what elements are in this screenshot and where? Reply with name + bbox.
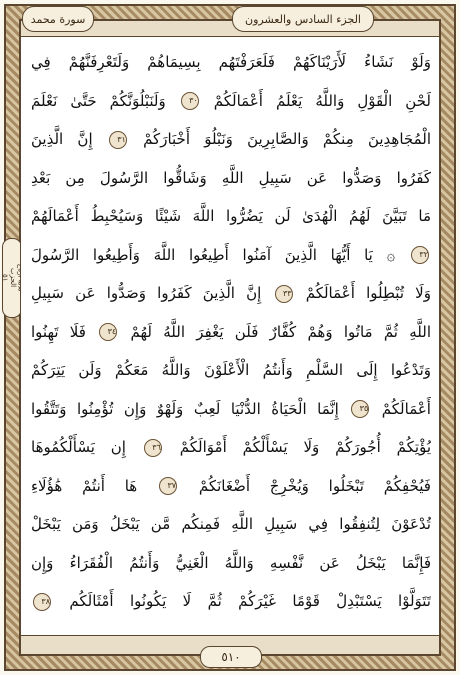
verse-text: وَلَا تُبْطِلُوا أَعْمَالَكُمْ [305,284,431,302]
verse-text: هَا أَنتُمْ هَٰؤُلَاءِ [31,476,138,495]
verse-text: أَعْمَالَكُمْ [381,399,431,418]
verse-number-marker: ٣٢ [411,246,429,264]
verse-text: تَتَوَلَّوْا يَسْتَبْدِلْ قَوْمًا غَيْرَكُمْ ثُمَّ لَا يَكُونُوا أَمْثَالَكُم [69,592,431,610]
verse-number-marker: ٣١ [109,131,127,149]
text-line [31,313,431,351]
verse-number-marker: ٣٦ [144,439,162,457]
hizb-marker [2,238,22,318]
surah-title-text: سورة محمد [30,12,86,26]
verse-text: يُؤْتِكُمْ أُجُورَكُمْ وَلَا يَسْأَلْكُمْ أَمْوَالَكُمْ [179,438,431,456]
text-line [31,197,431,235]
verse-number-marker: ٣٥ [351,400,369,418]
verse-text: كَفَرُوا وَصَدُّوا عَن سَبِيلِ اللَّهِ وَشَاقُّوا الرَّسُولَ مِن بَعْدِ [31,168,431,187]
verse-text: مَا تَبَيَّنَ لَهُمُ الْهُدَىٰ لَن يَضُرُّوا اللَّهَ شَيْئًا وَسَيُحْبِطُ أَعْمَالَهُمْ [31,207,431,225]
text-line [31,159,431,197]
text-line [31,351,431,389]
text-line [31,467,431,505]
verse-number-marker: ٣٤ [99,323,117,341]
verse-text: إِنَّمَا الْحَيَاةُ الدُّنْيَا لَعِبٌ وَلَهْوٌ وَإِن تُؤْمِنُوا وَتَتَّقُوا [31,399,339,418]
verse-number-marker: ٣٨ [33,593,51,611]
verse-number-marker: ٣٠ [181,92,199,110]
text-line [31,274,431,312]
text-line [31,43,431,81]
verse-number-marker: ٣٧ [159,477,177,495]
verse-text: وَلَوْ نَشَاءُ لَأَرَيْنَاكَهُمْ فَلَعَرَفْتَهُم بِسِيمَاهُمْ وَلَتَعْرِفَنَّهُمْ فِي [31,53,431,71]
text-line [31,390,431,428]
text-line [31,82,431,120]
hizb-marker-line3: ٥١ [1,274,10,282]
verse-text: إِنَّ الَّذِينَ كَفَرُوا وَصَدُّوا عَن سَبِيلِ [31,284,262,302]
verse-text: لَحْنِ الْقَوْلِ وَاللَّهُ يَعْلَمُ أَعْمَالَكُمْ [213,91,431,110]
surah-title [22,6,94,32]
verse-text: فَإِنَّمَا يَبْخَلُ عَن نَّفْسِهِ وَاللَّهُ الْغَنِيُّ وَأَنتُمُ الْفُقَرَاءُ وَإِن [31,553,431,572]
verse-text: الْمُجَاهِدِينَ مِنكُمْ وَالصَّابِرِينَ وَنَبْلُوَ أَخْبَارَكُمْ [143,130,431,148]
verse-text: إِن يَسْأَلْكُمُوهَا [31,438,126,456]
text-line [31,428,431,466]
text-line [31,505,431,543]
verse-text: ۞ يَا أَيُّهَا الَّذِينَ آمَنُوا أَطِيعُوا اللَّهَ وَأَطِيعُوا الرَّسُولَ [31,245,396,264]
text-line [31,544,431,582]
quran-text-area [20,36,440,636]
verse-text: وَلَنَبْلُوَنَّكُمْ حَتَّىٰ نَعْلَمَ [31,91,166,110]
text-line [31,582,431,620]
juz-title-text: الجزء السادس والعشرون [245,12,361,26]
verse-text: فَيُحْفِكُمْ تَبْخَلُوا وَيُخْرِجْ أَضْغَانَكُمْ [198,476,431,495]
verse-text: وَتَدْعُوا إِلَى السَّلْمِ وَأَنتُمُ الْأَعْلَوْنَ وَاللَّهُ مَعَكُمْ وَلَن يَتِرَكُمْ [31,361,431,379]
verse-text: فَلَا تَهِنُوا [31,322,86,341]
page-number [200,646,262,668]
verse-text: إِنَّ الَّذِينَ [31,130,93,148]
verse-text: اللَّهِ ثُمَّ مَاتُوا وَهُمْ كُفَّارٌ فَلَن يَغْفِرَ اللَّهُ لَهُمْ [130,322,431,341]
verse-number-marker: ٣٣ [275,285,293,303]
juz-title [232,6,374,32]
text-line [31,120,431,158]
text-line [31,236,431,274]
page-number-text: ٥١٠ [221,650,241,664]
hizb-marker-line2: الحزب [8,268,17,288]
verse-text: تُدْعَوْنَ لِتُنفِقُوا فِي سَبِيلِ اللَّهِ فَمِنكُم مَّن يَبْخَلُ وَمَن يَبْخَلْ [31,515,431,533]
